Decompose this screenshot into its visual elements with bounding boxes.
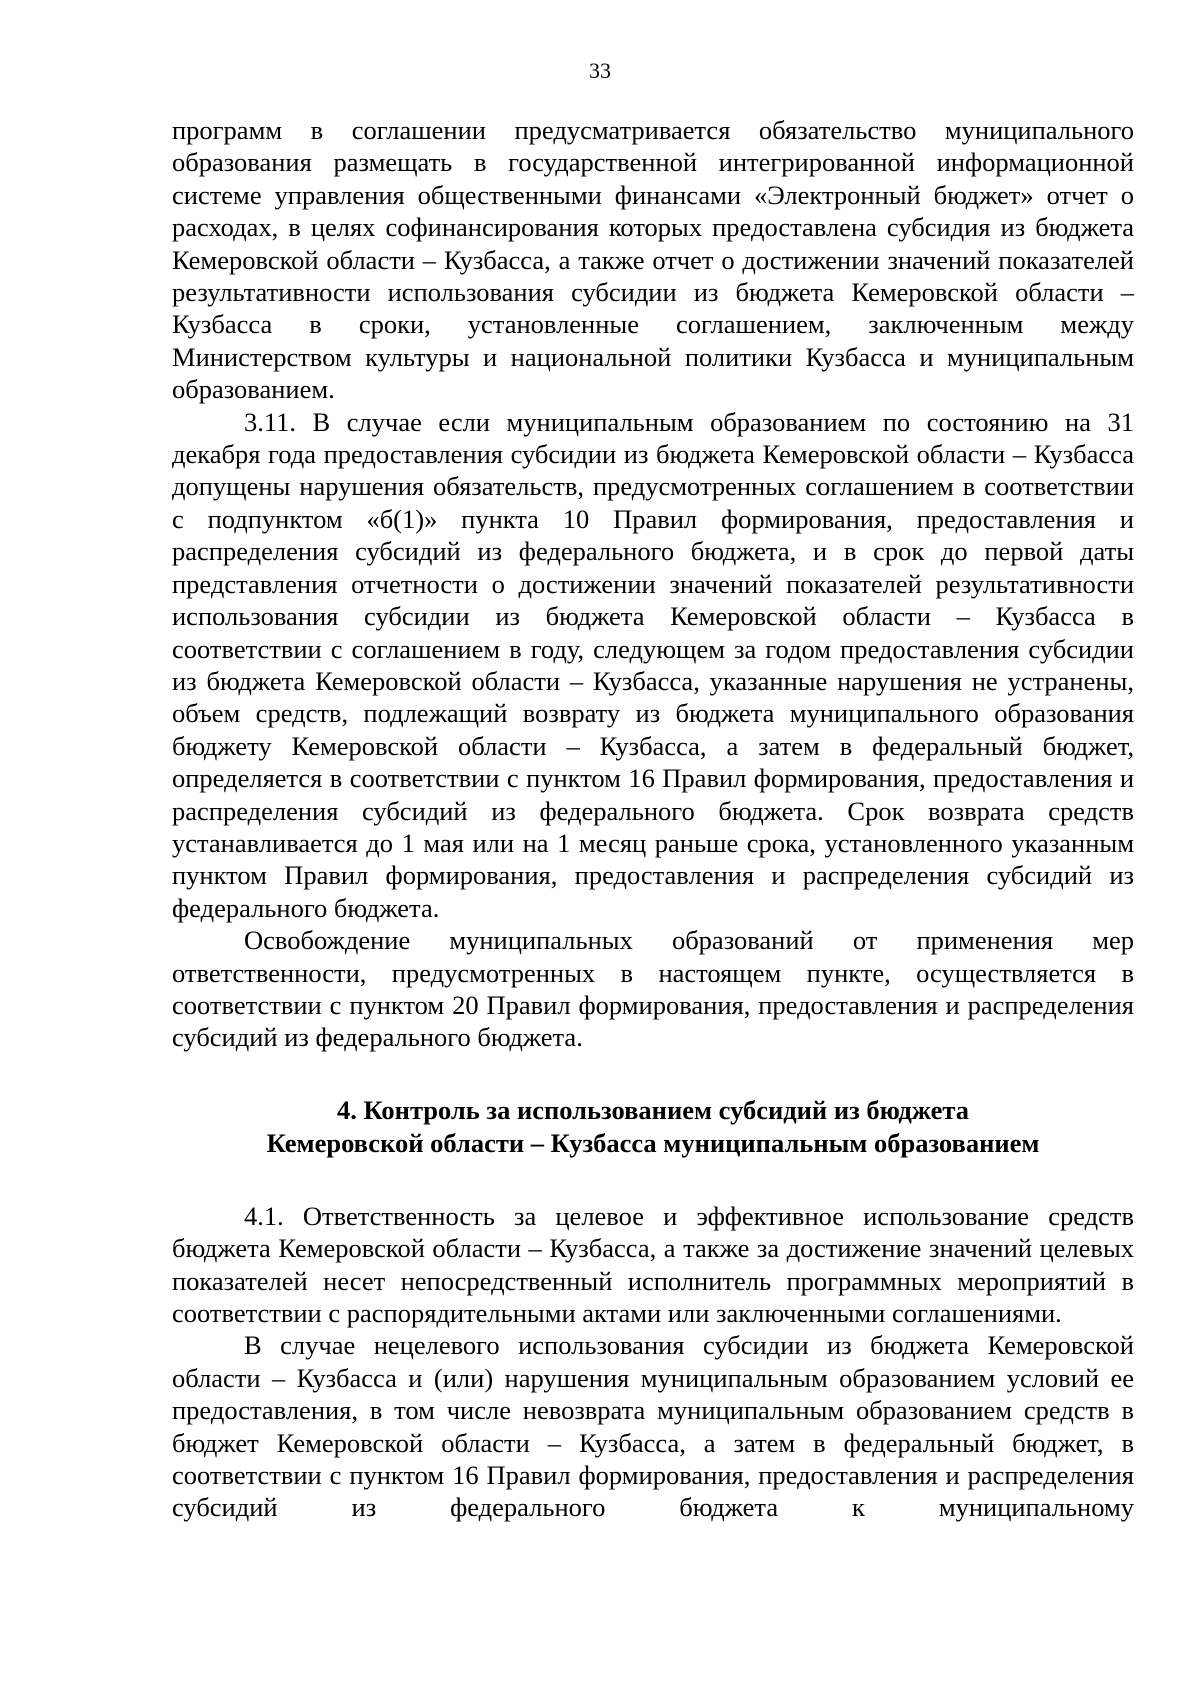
section-heading-line-2: Кемеровской области – Кузбасса муниципальным образованием <box>266 1127 1040 1158</box>
paragraph-misuse: В случае нецелевого использования субсидии из бюджета Кемеровской области – Кузбасса и (или) нарушения муниципальным образованием условий ее предоставления, в том числе невозврата муниципальным образованием средств в бюджет Кемеровской области – Кузбасса, а затем в федеральный бюджет, в соответствии с пунктом 16 Правил формирования, предоставления и распределения субсидий из федерального бюджета к муниципальному <box>172 1330 1134 1523</box>
page-number: 33 <box>589 58 611 83</box>
section-heading-line-1: 4. Контроль за использованием субсидий из бюджета <box>337 1094 969 1125</box>
document-body <box>172 114 1134 1524</box>
paragraph-exemption: Освобождение муниципальных образований от применения мер ответственности, предусмотренных в настоящем пункте, осуществляется в соответствии с пунктом 20 Правил формирования, предоставления и распределения субсидий из федерального бюджета. <box>172 925 1134 1053</box>
paragraph-4-1: 4.1. Ответственность за целевое и эффективное использование средств бюджета Кемеровской области – Кузбасса, а также за достижение значений целевых показателей несет непосредственный исполнитель программных мероприятий в соответствии с распорядительными актами или заключенными соглашениями. <box>172 1200 1134 1328</box>
paragraph-3-11: 3.11. В случае если муниципальным образованием по состоянию на 31 декабря года предоставления субсидии из бюджета Кемеровской области – Кузбасса допущены нарушения обязательств, предусмотренных соглашением в соответствии с подпунктом «б(1)» пункта 10 Правил формирования, предоставления и распределения субсидий из федерального бюджета, и в срок до первой даты представления отчетности о достижении значений показателей результативности использования субсидии из бюджета Кемеровской области – Кузбасса в соответствии с соглашением в году, следующем за годом предоставления субсидии из бюджета Кемеровской области – Кузбасса, указанные нарушения не устранены, объем средств, подлежащий возврату из бюджета муниципального образования бюджету Кемеровской области – Кузбасса, а затем в федеральный бюджет, определяется в соответствии с пунктом 16 Правил формирования, предоставления и распределения субсидий из федерального бюджета. Срок возврата средств устанавливается до 1 мая или на 1 месяц раньше срока, установленного указанным пунктом Правил формирования, предоставления и распределения субсидий из федерального бюджета. <box>172 406 1134 923</box>
section-heading-4 <box>172 1094 1134 1160</box>
paragraph-continuation: программ в соглашении предусматривается обязательство муниципального образования размещать в государственной интегрированной информационной системе управления общественными финансами «Электронный бюджет» отчет о расходах, в целях софинансирования которых предоставлена субсидия из бюджета Кемеровской области – Кузбасса, а также отчет о достижении значений показателей результативности использования субсидии из бюджета Кемеровской области – Кузбасса в сроки, установленные соглашением, заключенным между Министерством культуры и национальной политики Кузбасса и муниципальным образованием. <box>172 115 1134 405</box>
